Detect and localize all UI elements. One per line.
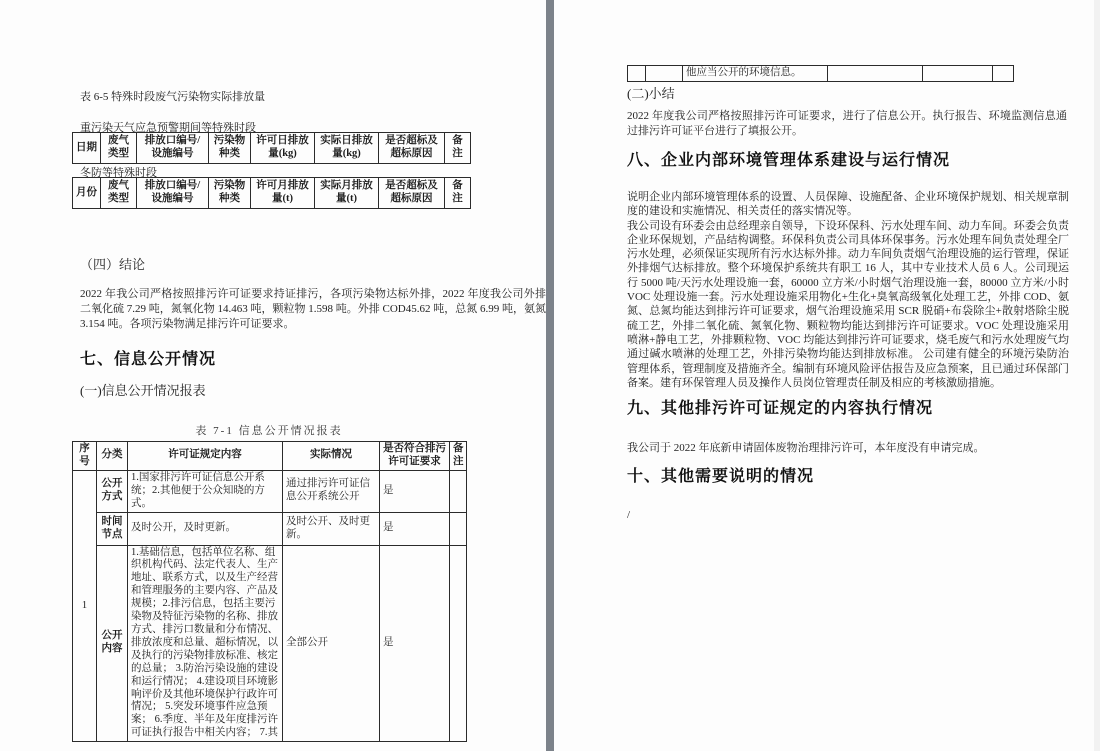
required-cell: 他应当公开的环境信息。 [683, 66, 828, 82]
compliance-cell [923, 66, 993, 82]
seq-cell [628, 66, 646, 82]
summary-paragraph: 2022 年度我公司严格按照排污许可证要求，进行了信息公开。执行报告、环境监测信息通过排污许可证平台进行了填报公开。 [627, 110, 1067, 137]
header-cell: 实际情况 [283, 442, 380, 471]
header-cell: 是否符合排污许可证要求 [380, 442, 450, 471]
header-cell: 许可证规定内容 [128, 442, 283, 471]
compliance-cell: 是 [380, 470, 450, 512]
header-cell: 备注 [445, 178, 471, 209]
header-cell: 许可日排放量(kg) [251, 133, 315, 164]
table-row [73, 470, 467, 512]
table-7-1-info-disclosure [72, 441, 467, 742]
document-page-right [554, 0, 1100, 751]
section-7-subheading: (一)信息公开情况报表 [80, 383, 206, 398]
special-period-2-label: 冬防等特殊时段 [80, 167, 157, 179]
header-cell: 备注 [445, 133, 471, 164]
actual-cell: 及时公开、及时更新。 [283, 512, 380, 545]
table-row [73, 512, 467, 545]
header-cell: 污染物种类 [209, 178, 251, 209]
category-cell: 时间节点 [97, 512, 128, 545]
table-6-5-monthly [72, 177, 471, 209]
required-cell: 及时公开，及时更新。 [128, 512, 283, 545]
table-7-1-continuation [627, 65, 1014, 82]
header-cell: 实际月排放量(t) [315, 178, 379, 209]
header-cell: 废气类型 [101, 178, 137, 209]
section-8-paragraph-1: 说明企业内部环境管理体系的设置、人员保障、设施配备、企业环境保护规划、相关规章制度的建设和实施情况、相关责任的落实情况等。 [627, 191, 1069, 218]
conclusion-heading: （四）结论 [80, 257, 146, 272]
section-10-paragraph: / [627, 509, 631, 521]
remark-cell [450, 512, 467, 545]
section-9-heading: 九、其他排污许可证规定的内容执行情况 [627, 400, 934, 417]
seq-cell: 1 [73, 470, 97, 741]
table-6-5-daily [72, 132, 471, 164]
header-cell: 实际日排放量(kg) [315, 133, 379, 164]
section-10-heading: 十、其他需要说明的情况 [627, 468, 815, 485]
compliance-cell: 是 [380, 512, 450, 545]
header-cell: 排放口编号/设施编号 [137, 133, 209, 164]
required-cell: 1.基础信息，包括单位名称、组织机构代码、法定代表人、生产地址、联系方式，以及生产经营和管理服务的主要内容、产品及规模；2.排污信息，包括主要污染物及特征污染物的名称、排放方式、排污口数量和分布情况、排放浓度和总量、超标情况，以及执行的污染物排放标准、核定的总量； 3.防治污染设施的建设和运行情况； 4.建设项目环境影响评价及其他环境保护行政许可情况； 5.突发环境事件应急预案； 6.季度、半年及年度排污许可证执行报告中相关内容； 7.其 [128, 545, 283, 742]
section-9-paragraph: 我公司于 2022 年底新申请固体废物治理排污许可，本年度没有申请完成。 [627, 442, 985, 454]
document-page-left [0, 0, 546, 751]
section-7-heading: 七、信息公开情况 [80, 351, 217, 368]
remark-cell [450, 470, 467, 512]
header-cell: 是否超标及超标原因 [379, 178, 445, 209]
header-cell: 废气类型 [101, 133, 137, 164]
section-8-body [627, 190, 1069, 390]
table-row [628, 66, 1014, 82]
category-cell: 公开内容 [97, 545, 128, 742]
conclusion-paragraph: 2022 年我公司严格按照排污许可证要求持证排污，各项污染物达标外排，2022 年度我公司外排二氧化硫 7.29 吨，氮氧化物 14.463 吨，颗粒物 1.598 吨。外排 COD45.62 吨，总氮 6.99 吨，氨氮 3.154 吨。各项污染物满足排污许可证要求。 [80, 288, 546, 330]
remark-cell [450, 545, 467, 742]
header-cell: 许可月排放量(t) [251, 178, 315, 209]
remark-cell [993, 66, 1014, 82]
compliance-cell: 是 [380, 545, 450, 742]
section-8-heading: 八、企业内部环境管理体系建设与运行情况 [627, 152, 951, 169]
header-cell: 污染物种类 [209, 133, 251, 164]
table-row [73, 545, 467, 742]
header-cell: 分类 [97, 442, 128, 471]
actual-cell: 通过排污许可证信息公开系统公开 [283, 470, 380, 512]
table-7-1-caption: 表 7-1 信息公开情况报表 [195, 425, 343, 437]
header-cell: 序号 [73, 442, 97, 471]
actual-cell [828, 66, 923, 82]
page-edge-shade [1094, 0, 1100, 751]
header-cell: 备注 [450, 442, 467, 471]
table-6-5-caption: 表 6-5 特殊时段废气污染物实际排放量 [80, 91, 266, 103]
header-cell: 排放口编号/设施编号 [137, 178, 209, 209]
required-cell: 1.国家排污许可证信息公开系统；2.其他便于公众知晓的方式。 [128, 470, 283, 512]
header-cell: 是否超标及超标原因 [379, 133, 445, 164]
category-cell: 公开方式 [97, 470, 128, 512]
section-8-paragraph-2: 我公司设有环委会由总经理亲自领导，下设环保科、污水处理车间、动力车间。环委会负责企业环保规划，产品结构调整。环保科负责公司具体环保事务。污水处理车间负责处理全厂污水处理，必须保证实现所有污水达标外排。动力车间负责烟气治理设施的运行管理，保证外排烟气达标排放。整个环境保护系统共有职工 16 人，其中专业技术人员 6 人。公司现运行 5000 吨/天污水处理设施一套，60000 立方米/小时烟气治理设施一套，80000 立方米/小时 VOC 处理设施一套。污水处理设施采用物化+生化+臭氧高级氧化处理工艺，外排 COD、氨氮、总氮均能达到排污许可证要求，烟气治理设施采用 SCR 脱硝+布袋除尘+散射塔除尘脱硫工艺，外排二氧化硫、氮氧化物、颗粒物均能达到排污许可证要求。VOC 处理设施采用喷淋+静电工艺，外排颗粒物、VOC 均能达到排污许可证要求，烧毛废气和污水处理废气均通过碱水喷淋的处理工艺，外排污染物均能达到排放标准。 公司建有健全的环境污染防治管理体系，管理制度及措施齐全。编制有环境风险评估报告及应急预案，且已通过环保部门备案。建有环保管理人员及操作人员岗位管理责任制及相应的考核激励措施。 [627, 219, 1069, 389]
page-gap-divider [546, 0, 554, 751]
special-period-1-label: 重污染天气应急预警期间等特殊时段 [80, 122, 256, 134]
header-cell: 月份 [73, 178, 101, 209]
header-cell: 日期 [73, 133, 101, 164]
actual-cell: 全部公开 [283, 545, 380, 742]
category-cell [646, 66, 683, 82]
summary-heading: (二)小结 [627, 86, 675, 101]
